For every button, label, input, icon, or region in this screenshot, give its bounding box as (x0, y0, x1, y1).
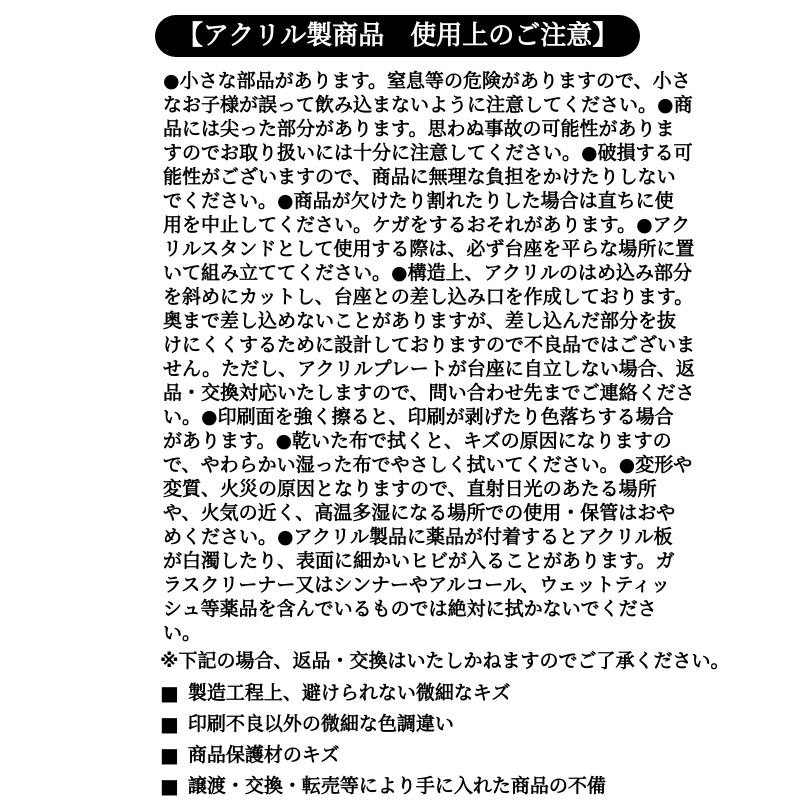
notice-line: 能性がございますので、商品に無理な負担をかけたりしない (163, 166, 676, 188)
notice-line: 奥まで差し込めないことがありますが、差し込んだ部分を抜 (163, 310, 677, 332)
notice-line: 品には尖った部分があります。思わぬ事故の可能性がありま (163, 118, 675, 140)
return-policy-section (160, 649, 730, 798)
notice-line: い。 (163, 622, 202, 644)
notice-line: や、火気の近く、高温多湿になる場所での使用・保管はおや (163, 502, 676, 524)
notice-line: い。●印刷面を強く擦ると、印刷が剥げたり色落ちする場合 (163, 406, 674, 428)
notice-line: で、やわらかい湿った布でやさしく拭いてください。●変形や (163, 454, 693, 476)
square-bullet-icon: ■ (160, 681, 179, 705)
title-badge: 【アクリル製商品 使用上のご注意】 (155, 15, 640, 57)
notice-line: シュ等薬品を含んでいるものでは絶対に拭かないでくださ (163, 598, 657, 620)
notice-line: が白濁したり、表面に細かいヒビが入ることがあります。ガ (163, 550, 675, 572)
notice-line: けにくくするために設計しておりますので不良品ではございま (163, 334, 696, 356)
notice-line: ラスクリーナー又はシンナーやアルコール、ウェットティッ (163, 574, 671, 596)
notice-line: なお子様が誤って飲み込まないように注意してください。●商 (163, 94, 693, 116)
notice-line: すのでお取り扱いには十分に注意してください。●破損する可 (163, 142, 693, 164)
defect-list-item (160, 744, 680, 767)
defect-list (160, 682, 680, 798)
defect-item-label: 譲渡・交換・転売等により手に入れた商品の不備 (187, 775, 606, 797)
notice-line: めください。●アクリル製品に薬品が付着するとアクリル板 (163, 526, 673, 548)
return-policy-header: ※下記の場合、返品・交換はいたしかねますのでご了承ください。 (160, 650, 730, 672)
notice-line: を斜めにカットし、台座との差し込み口を作成しております。 (163, 286, 694, 308)
square-bullet-icon: ■ (160, 743, 179, 767)
notice-line: 用を中止してください。ケガをするおそれがあります。●アク (163, 214, 691, 236)
defect-item-label: 商品保護材のキズ (187, 744, 340, 766)
notice-line: リルスタンドとして使用する際は、必ず台座を平らな場所に置 (163, 238, 695, 260)
notice-line: いて組み立ててください。●構造上、アクリルのはめ込み部分 (163, 262, 693, 284)
notice-line: でください。●商品が欠けたり割れたりした場合は直ちに使 (163, 190, 674, 212)
defect-list-item (160, 713, 680, 736)
notice-body (163, 69, 696, 645)
notice-line: 品・交換対応いたしますので、問い合わせ先までご連絡くださ (163, 382, 695, 404)
defect-item-label: 製造工程上、避けられない微細なキズ (187, 682, 511, 704)
notice-line: があります。●乾いた布で拭くと、キズの原因になりますの (163, 430, 672, 452)
square-bullet-icon: ■ (160, 774, 179, 798)
square-bullet-icon: ■ (160, 712, 179, 736)
notice-line: 変質、火災の原因となりますので、直射日光のあたる場所 (163, 478, 657, 500)
notice-line: ●小さな部品があります。窒息等の危険がありますので、小さ (163, 70, 691, 92)
defect-list-item (160, 775, 680, 798)
defect-item-label: 印刷不良以外の微細な色調違い (187, 713, 454, 735)
notice-line: せん。ただし、アクリルプレートが台座に自立しない場合、返 (163, 358, 695, 380)
defect-list-item (160, 682, 680, 705)
